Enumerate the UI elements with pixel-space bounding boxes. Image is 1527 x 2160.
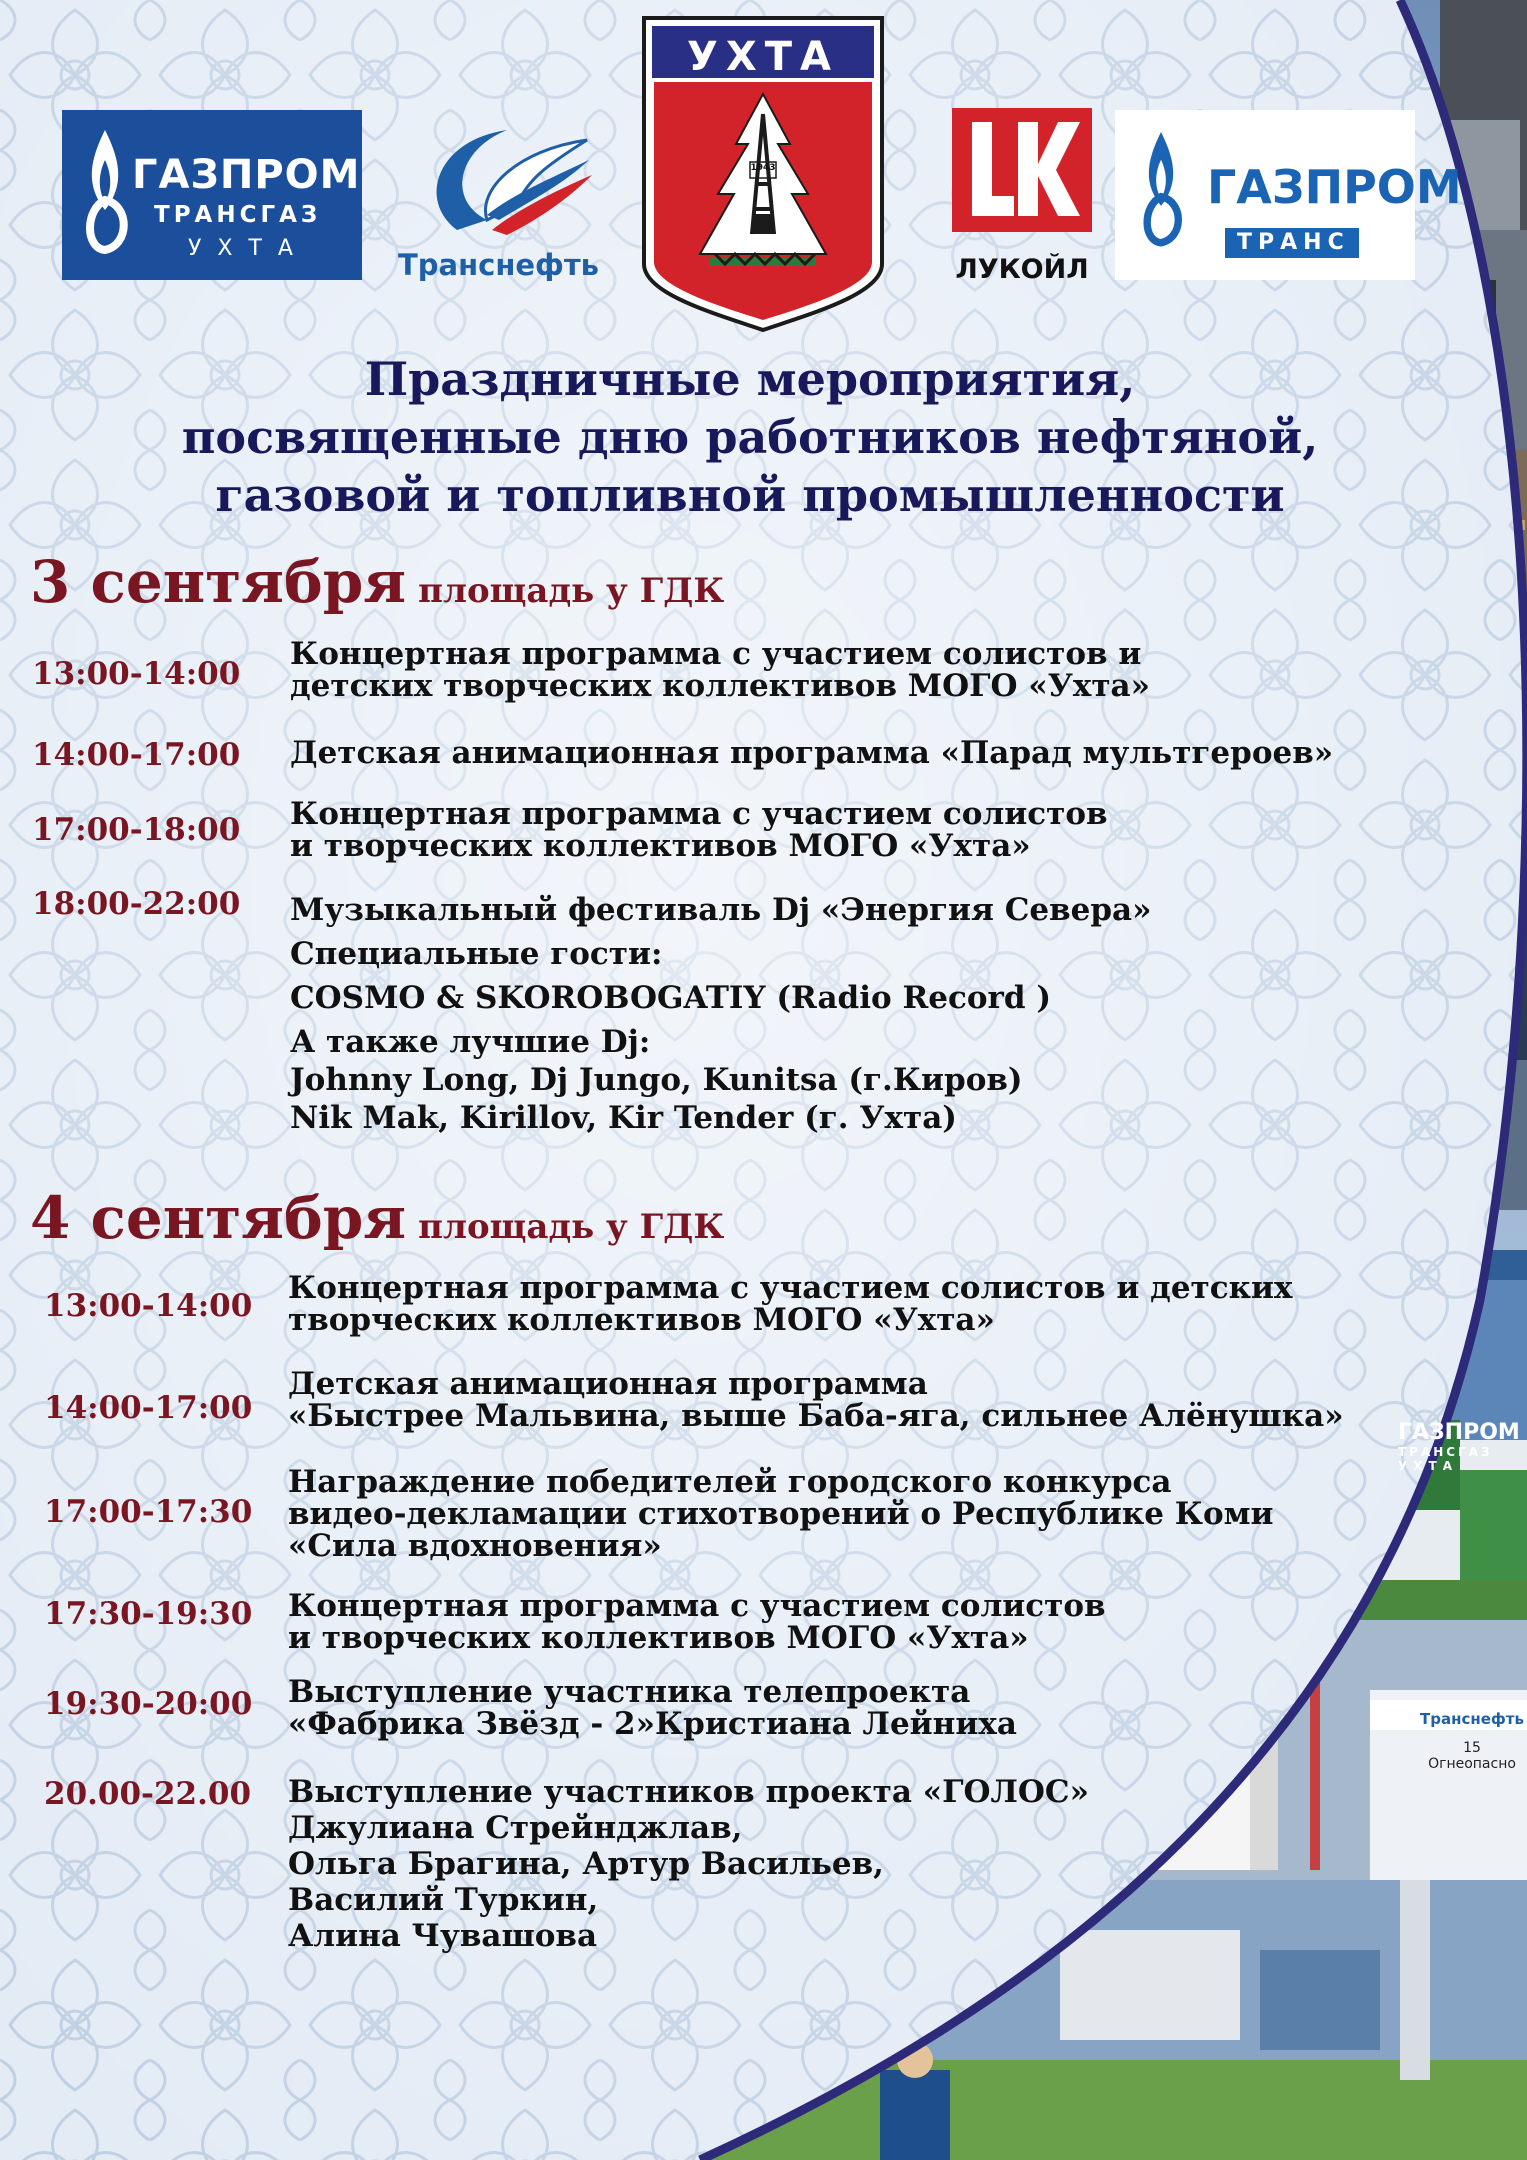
photo-tank-sign <box>1420 1710 1524 1772</box>
trans-wordmark: ТРАНС <box>1225 228 1359 258</box>
event-line: Детская анимационная программа «Парад мультгероев» <box>290 735 1334 771</box>
event-line: Выступление участника телепроекта <box>288 1674 971 1710</box>
transgaz-wordmark: ТРАНСГАЗ <box>154 202 322 228</box>
event-line: Nik Mak, Kirillov, Kir Tender (г. Ухта) <box>290 1100 957 1136</box>
event-line: Концертная программа с участием солистов <box>288 1588 1106 1624</box>
page-title <box>100 350 1400 524</box>
day2-event4-desc <box>288 1590 1106 1654</box>
lukoil-mark <box>952 108 1092 232</box>
day2-event3-desc <box>288 1466 1274 1562</box>
title-line-3: газовой и топливной промышленности <box>215 468 1285 522</box>
event-line: Выступление участников проекта «ГОЛОС» <box>288 1774 1089 1810</box>
event-line: Концертная программа с участием солистов и <box>290 636 1142 672</box>
photo-gazprom-sign-line3: УХТА <box>1398 1459 1458 1473</box>
event-line: Музыкальный фестиваль Dj «Энергия Севера» <box>290 892 1152 928</box>
event-line: и творческих коллективов МОГО «Ухта» <box>288 1620 1029 1656</box>
lukoil-logo <box>952 108 1092 288</box>
day2-event2-desc <box>288 1368 1344 1432</box>
day1-event1-time: 13:00-14:00 <box>32 656 241 692</box>
photo-tank-brand: Транснефть <box>1420 1710 1524 1728</box>
event-line: «Фабрика Звёзд - 2»Кристиана Лейниха <box>288 1706 1017 1742</box>
gazprom-flame-icon <box>1129 132 1193 252</box>
photo-gazprom-sign-line2: ТРАНСГАЗ <box>1398 1445 1493 1459</box>
day1-event2-desc <box>290 737 1333 769</box>
day2-place: площадь у ГДК <box>418 1207 725 1247</box>
event-line: и творческих коллективов МОГО «Ухта» <box>290 828 1031 864</box>
transneft-logo <box>392 120 622 290</box>
gazprom-trans-logo <box>1115 110 1462 280</box>
lukoil-wordmark: ЛУКОЙЛ <box>955 254 1089 285</box>
day2-event6-desc <box>288 1774 1089 1954</box>
ukhta-wordmark: УХТА <box>188 236 309 261</box>
day1-date: 3 сентября <box>30 548 407 616</box>
day1-header <box>30 548 724 616</box>
transneft-wordmark: Транснефть <box>398 248 599 282</box>
event-line: Детская анимационная программа <box>288 1366 928 1402</box>
day1-place: площадь у ГДК <box>418 571 725 611</box>
event-line: Johnny Long, Dj Jungo, Kunitsa (г.Киров) <box>290 1062 1023 1098</box>
event-line: Ольга Брагина, Артур Васильев, <box>288 1846 884 1882</box>
event-line: А также лучшие Dj: <box>290 1024 651 1060</box>
day2-event1-time: 13:00-14:00 <box>44 1288 253 1324</box>
event-line: Джулиана Стрейнджлав, <box>288 1810 743 1846</box>
event-line: детских творческих коллективов МОГО «Ухта» <box>290 668 1151 704</box>
gazprom-flame-icon <box>80 130 130 260</box>
transneft-emblem-icon <box>417 120 597 250</box>
gazprom-wordmark: ГАЗПРОМ <box>1207 160 1462 214</box>
day2-event5-time: 19:30-20:00 <box>44 1686 253 1722</box>
day1-event3-desc <box>290 798 1108 862</box>
day2-event6-time: 20.00-22.00 <box>44 1776 252 1812</box>
day2-event4-time: 17:30-19:30 <box>44 1596 253 1632</box>
day1-event4-desc <box>290 888 1152 1140</box>
crest-year: 1943 <box>750 163 776 173</box>
photo-tank-warning: Огнеопасно <box>1428 1756 1516 1772</box>
day2-header <box>30 1184 724 1252</box>
event-line: Василий Туркин, <box>288 1882 599 1918</box>
day1-event2-time: 14:00-17:00 <box>32 737 241 773</box>
title-line-2: посвященные дню работников нефтяной, <box>181 410 1319 464</box>
event-line: Алина Чувашова <box>288 1918 598 1954</box>
day2-event1-desc <box>288 1272 1293 1336</box>
ukhta-coat-of-arms <box>640 14 886 334</box>
gazprom-wordmark: ГАЗПРОМ <box>132 152 361 198</box>
event-line: «Сила вдохновения» <box>288 1528 662 1564</box>
title-line-1: Праздничные мероприятия, <box>364 352 1136 406</box>
photo-gazprom-sign-line1: ГАЗПРОМ <box>1398 1420 1520 1445</box>
lukoil-lk-icon <box>952 108 1092 232</box>
event-line: видео-декламации стихотворений о Республике Коми <box>288 1496 1274 1532</box>
event-line: Награждение победителей городского конкурса <box>288 1464 1172 1500</box>
event-line: Концертная программа с участием солистов <box>290 796 1108 832</box>
day1-event4-time: 18:00-22:00 <box>32 886 241 922</box>
day2-event3-time: 17:00-17:30 <box>44 1494 253 1530</box>
crest-title: УХТА <box>687 34 839 80</box>
photo-tank-number: 15 <box>1463 1740 1481 1756</box>
event-line: Концертная программа с участием солистов и детских <box>288 1270 1293 1306</box>
event-line: Специальные гости: <box>290 936 663 972</box>
photo-gazprom-sign <box>1398 1420 1520 1473</box>
day2-event2-time: 14:00-17:00 <box>44 1390 253 1426</box>
day1-event3-time: 17:00-18:00 <box>32 812 241 848</box>
day2-date: 4 сентября <box>30 1184 407 1252</box>
event-line: «Быстрее Мальвина, выше Баба-яга, сильнее Алёнушка» <box>288 1398 1344 1434</box>
gazprom-transgaz-ukhta-logo <box>62 110 362 280</box>
day2-event5-desc <box>288 1676 1017 1740</box>
event-line: творческих коллективов МОГО «Ухта» <box>288 1302 995 1338</box>
day1-event1-desc <box>290 638 1150 702</box>
event-line: COSMO & SKOROBOGATIY (Radio Record ) <box>290 980 1051 1016</box>
